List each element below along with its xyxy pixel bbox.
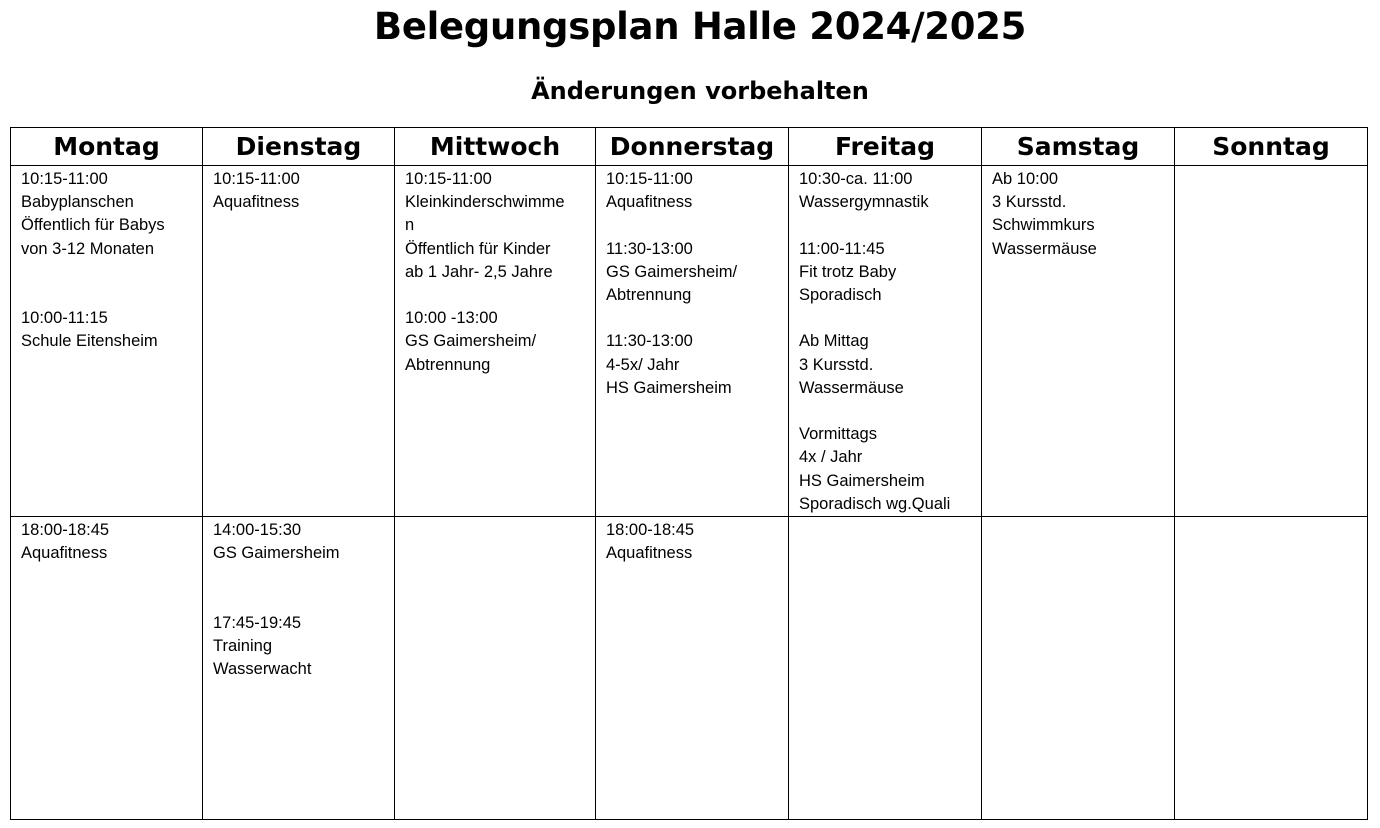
- header-row: [11, 128, 1368, 166]
- day-header-donnerstag: Donnerstag: [596, 128, 789, 166]
- schedule-cell: 10:15-11:00 Kleinkinderschwimme n Öffentlich für Kinder ab 1 Jahr- 2,5 Jahre 10:00 -13:00 GS Gaimersheim/ Abtrennung: [395, 166, 596, 517]
- table-row: [11, 517, 1368, 820]
- schedule-cell: 14:00-15:30 GS Gaimersheim 17:45-19:45 Training Wasserwacht: [203, 517, 395, 820]
- schedule-cell: 10:15-11:00 Aquafitness: [203, 166, 395, 517]
- table-row: [11, 166, 1368, 517]
- schedule-table: [10, 127, 1368, 820]
- schedule-cell: 10:15-11:00 Babyplanschen Öffentlich für Babys von 3-12 Monaten 10:00-11:15 Schule Eitensheim: [11, 166, 203, 517]
- schedule-cell: [395, 517, 596, 820]
- schedule-cell: 18:00-18:45 Aquafitness: [11, 517, 203, 820]
- schedule-cell: 10:30-ca. 11:00 Wassergymnastik 11:00-11:45 Fit trotz Baby Sporadisch Ab Mittag 3 Kursstd. Wassermäuse Vormittags 4x / Jahr HS Gaimersheim Sporadisch wg.Quali: [789, 166, 982, 517]
- day-header-montag: Montag: [11, 128, 203, 166]
- day-header-mittwoch: Mittwoch: [395, 128, 596, 166]
- schedule-cell: [789, 517, 982, 820]
- schedule-cell: [1175, 517, 1368, 820]
- schedule-cell: Ab 10:00 3 Kursstd. Schwimmkurs Wassermäuse: [982, 166, 1175, 517]
- schedule-cell: [982, 517, 1175, 820]
- schedule-cell: 10:15-11:00 Aquafitness 11:30-13:00 GS Gaimersheim/ Abtrennung 11:30-13:00 4-5x/ Jahr HS Gaimersheim: [596, 166, 789, 517]
- page-title: Belegungsplan Halle 2024/2025: [373, 5, 1027, 48]
- day-header-sonntag: Sonntag: [1175, 128, 1368, 166]
- day-header-freitag: Freitag: [789, 128, 982, 166]
- schedule-cell: 18:00-18:45 Aquafitness: [596, 517, 789, 820]
- page-subtitle: Änderungen vorbehalten: [531, 77, 869, 105]
- schedule-cell: [1175, 166, 1368, 517]
- day-header-dienstag: Dienstag: [203, 128, 395, 166]
- day-header-samstag: Samstag: [982, 128, 1175, 166]
